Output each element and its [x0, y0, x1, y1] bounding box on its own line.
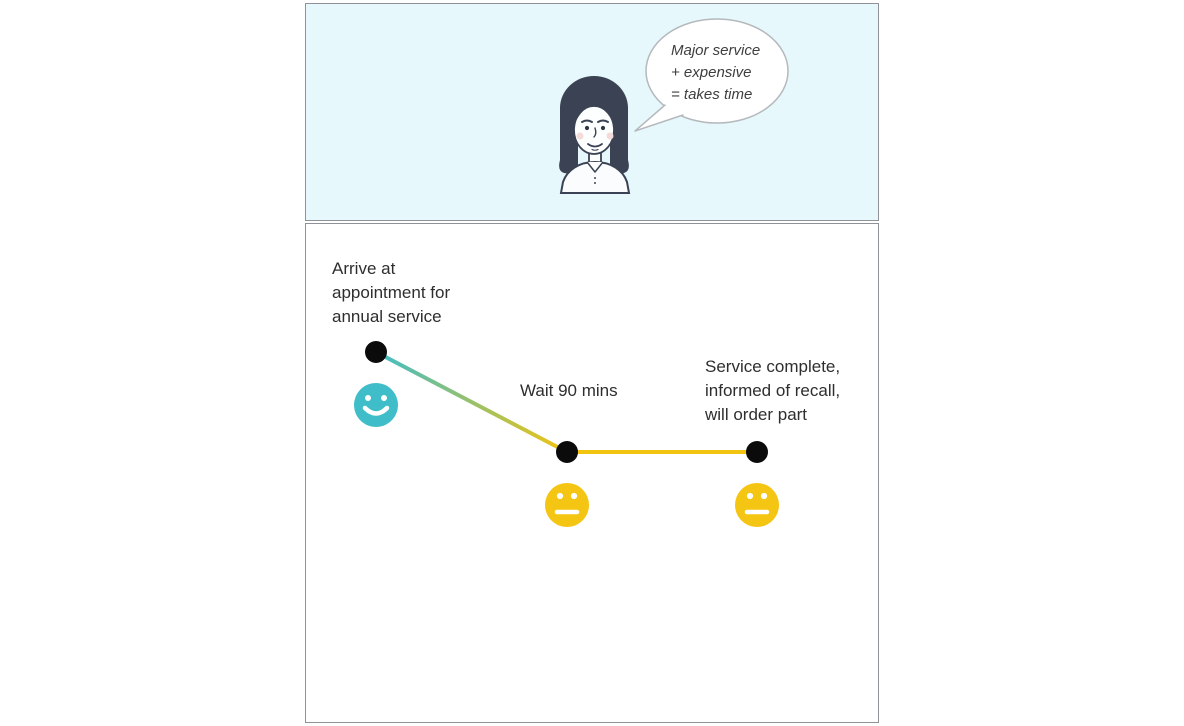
- persona-panel: [305, 3, 879, 221]
- speech-bubble-text: Major service + expensive = takes time: [671, 42, 761, 103]
- neutral-face-icon: [545, 483, 589, 527]
- customer-avatar-icon: [559, 76, 629, 193]
- journey-point-3: [746, 441, 768, 463]
- happy-face-icon: [354, 383, 398, 427]
- journey-step-label: Arrive at appointment for annual service: [332, 259, 451, 326]
- journey-step-label: Wait 90 mins: [520, 381, 618, 400]
- journey-point-1: [365, 341, 387, 363]
- neutral-face-icon: [735, 483, 779, 527]
- journey-panel: [305, 223, 879, 723]
- journey-step-label: Service complete, informed of recall, will order part: [705, 357, 841, 424]
- journey-point-2: [556, 441, 578, 463]
- persona-scene: [306, 4, 878, 220]
